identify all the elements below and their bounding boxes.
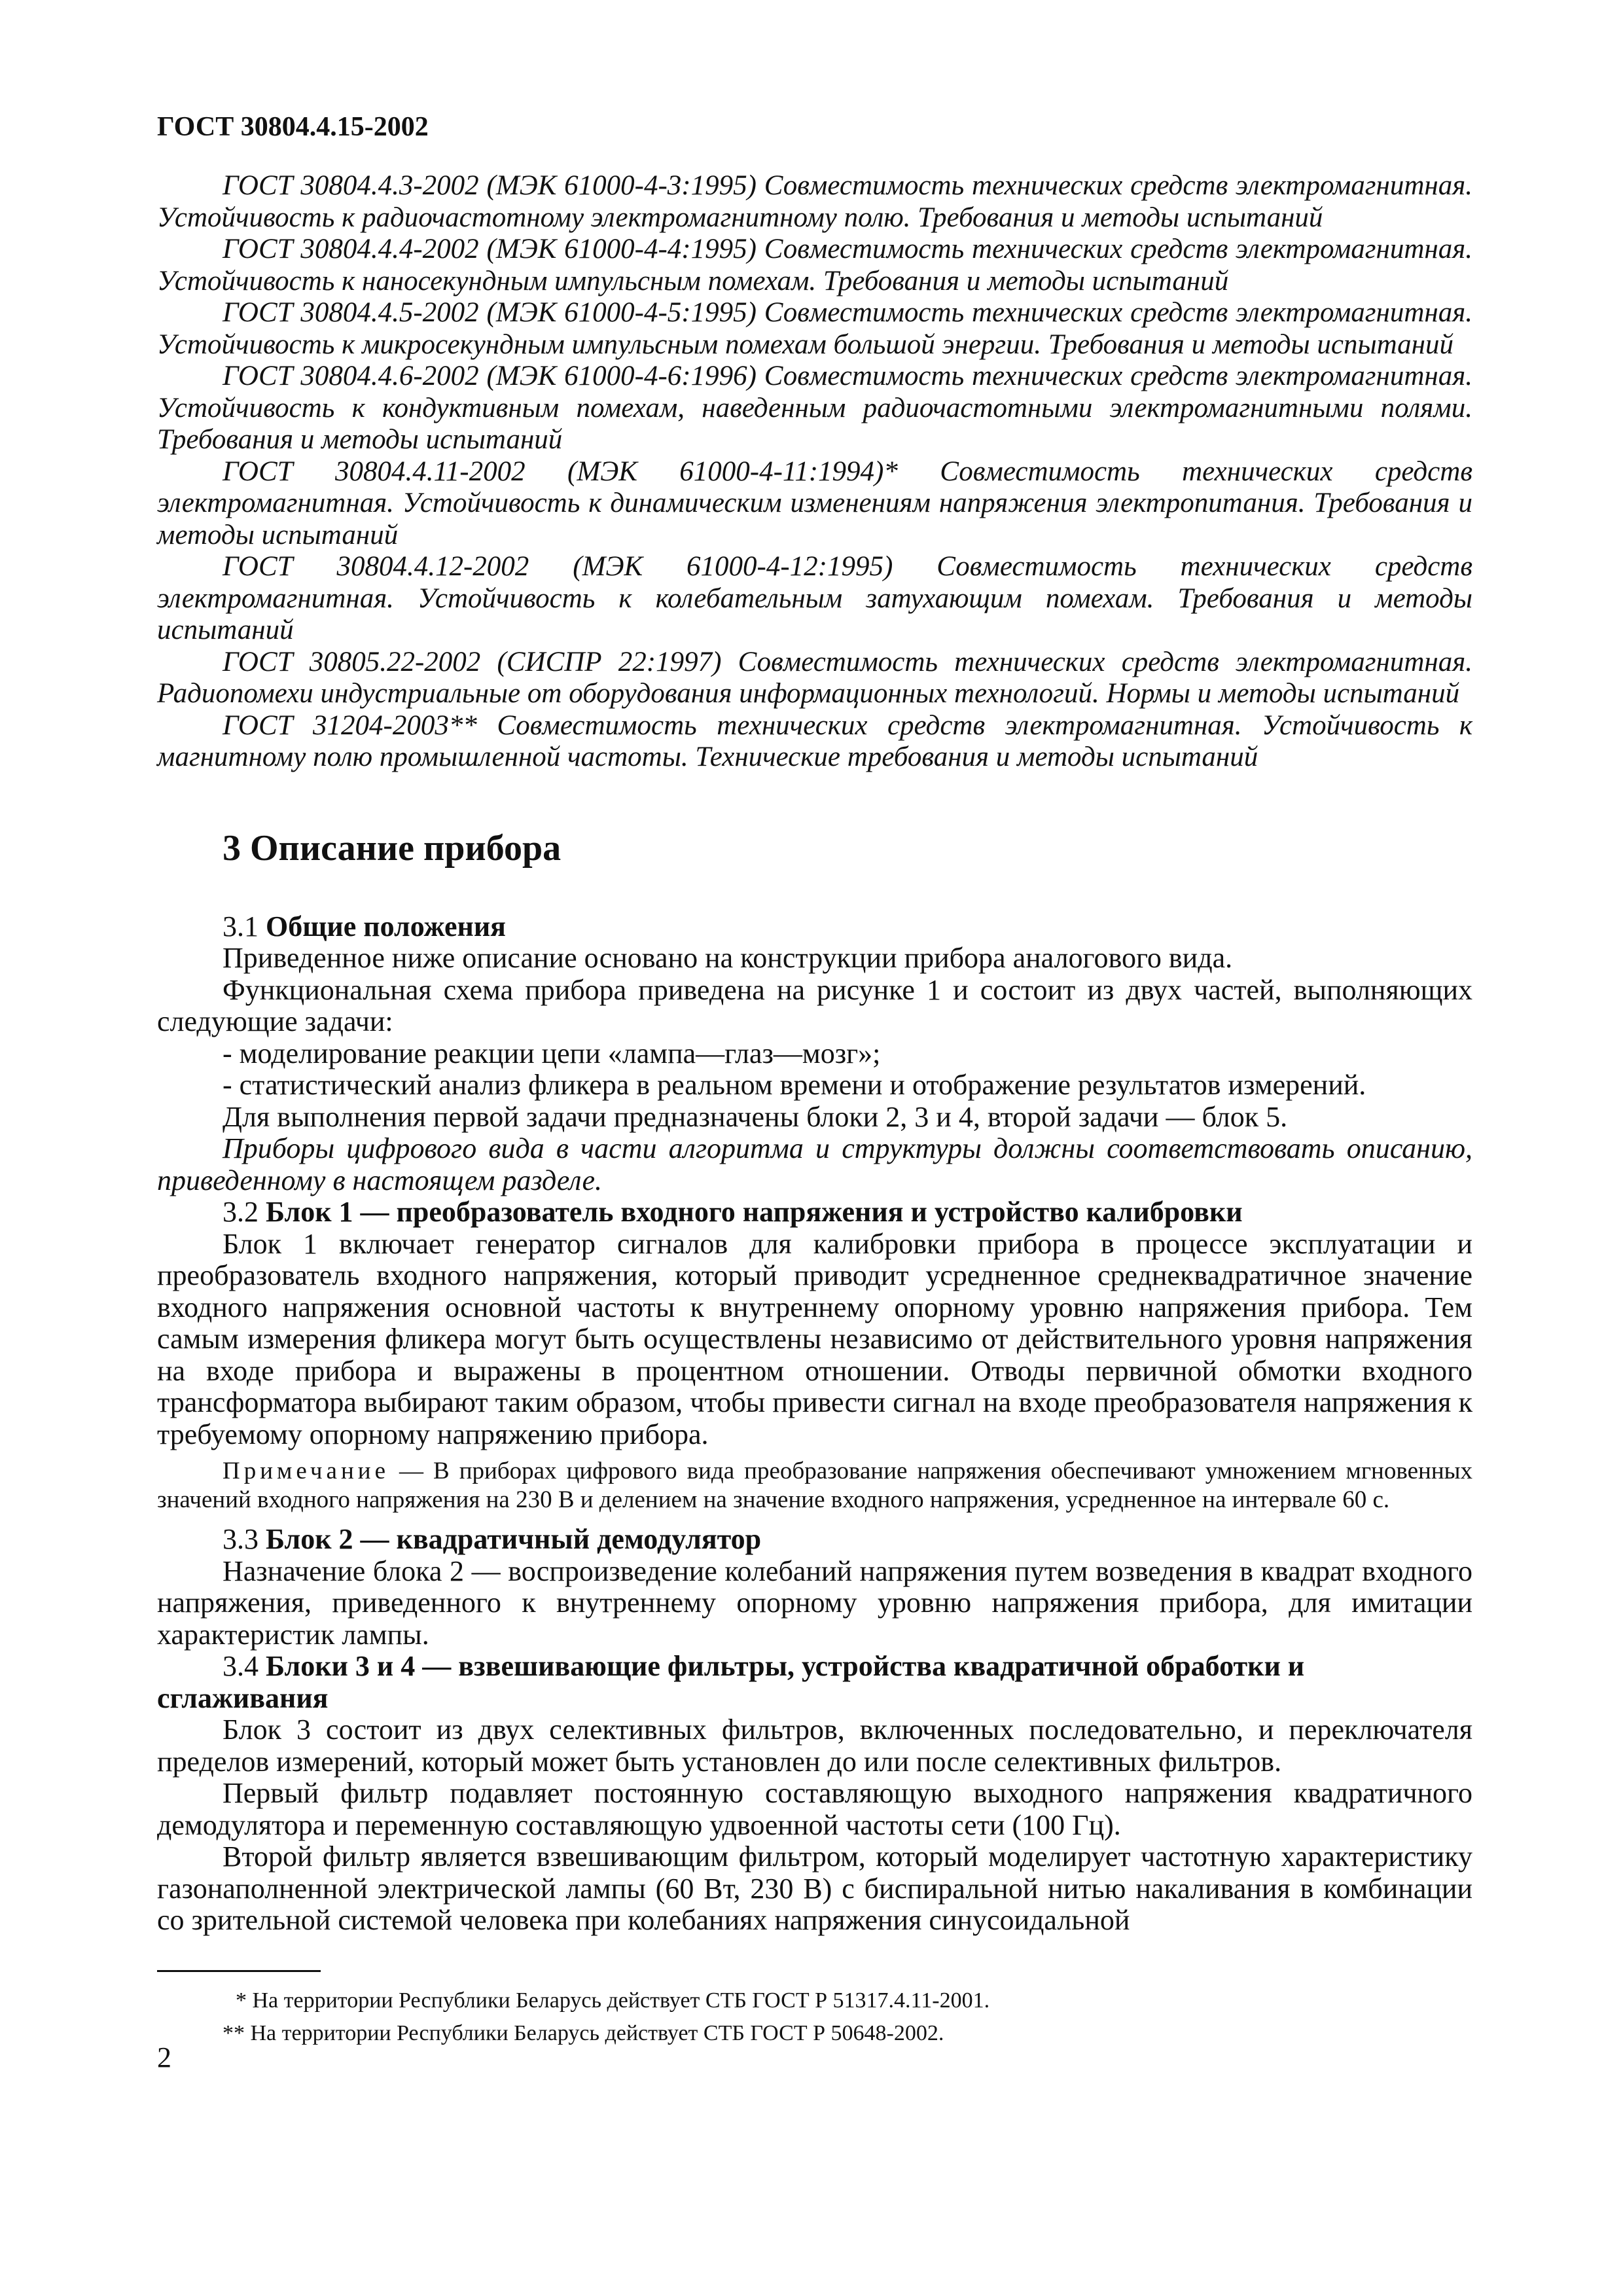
reference-item: ГОСТ 30805.22-2002 (СИСПР 22:1997) Совместимость технических средств электромагнитная. Радиопомехи индустриальные от оборудования информационных технологий. Нормы и методы испытаний <box>157 646 1472 709</box>
reference-item: ГОСТ 30804.4.6-2002 (МЭК 61000-4-6:1996) Совместимость технических средств электромагнитная. Устойчивость к кондуктивным помехам, наведенным радиочастотными электромагнитными полями. Требования и методы испытаний <box>157 361 1472 455</box>
footnote-divider <box>157 1970 321 1972</box>
paragraph: Приведенное ниже описание основано на конструкции прибора аналогового вида. <box>223 942 1233 974</box>
paragraph: Функциональная схема прибора приведена на рисунке 1 и состоит из двух частей, выполняющих следующие задачи: <box>157 973 1472 1037</box>
note-label: Примечание <box>223 1458 389 1484</box>
reference-item: ГОСТ 30804.4.3-2002 (МЭК 61000-4-3:1995) Совместимость технических средств электромагнитная. Устойчивость к радиочастотному электромагнитному полю. Требования и методы испытаний <box>157 170 1472 233</box>
paragraph-italic: Приборы цифрового вида в части алгоритма и структуры должны соответствовать описанию, приведенному в настоящем разделе. <box>157 1132 1472 1196</box>
subsection-number: 3.2 <box>223 1196 259 1228</box>
subsection-title: Блоки 3 и 4 — взвешивающие фильтры, устройства квадратичной обработки и сглаживания <box>157 1650 1305 1714</box>
subsection-number: 3.1 <box>223 910 259 942</box>
reference-item: ГОСТ 30804.4.5-2002 (МЭК 61000-4-5:1995) Совместимость технических средств электромагнитная. Устойчивость к микросекундным импульсным помехам большой энергии. Требования и методы испытаний <box>157 297 1472 360</box>
subsection-title: Блок 1 — преобразователь входного напряжения и устройство калибровки <box>266 1196 1243 1228</box>
subsection-heading-3-2 <box>157 1196 1472 1229</box>
reference-item: ГОСТ 30804.4.4-2002 (МЭК 61000-4-4:1995) Совместимость технических средств электромагнитная. Устойчивость к наносекундным импульсным помехам. Требования и методы испытаний <box>157 234 1472 296</box>
subsection-number: 3.3 <box>223 1523 259 1555</box>
document-code-header: ГОСТ 30804.4.15-2002 <box>157 112 429 142</box>
reference-item: ГОСТ 30804.4.12-2002 (МЭК 61000-4-12:1995) Совместимость технических средств электромагнитная. Устойчивость к колебательным затухающим помехам. Требования и методы испытаний <box>157 551 1472 645</box>
subsection-heading-3-4 <box>157 1651 1472 1714</box>
subsection-heading-3-1 <box>157 911 1472 943</box>
list-item: - статистический анализ фликера в реальном времени и отображение результатов измерений. <box>223 1069 1366 1101</box>
subsection-number: 3.4 <box>223 1650 259 1682</box>
subsection-title: Общие положения <box>266 910 506 942</box>
normative-references <box>157 170 1472 774</box>
page-content <box>157 170 1472 1937</box>
footnote: ** На территории Республики Беларусь действует СТБ ГОСТ Р 50648-2002. <box>223 2021 944 2045</box>
paragraph: Для выполнения первой задачи предназначены блоки 2, 3 и 4, второй задачи — блок 5. <box>223 1100 1288 1133</box>
subsection-title: Блок 2 — квадратичный демодулятор <box>266 1523 762 1555</box>
paragraph: Второй фильтр является взвешивающим фильтром, который моделирует частотную характеристику газонаполненной электрической лампы (60 Вт, 230 В) с биспиральной нитью накаливания в комбинации со зрительной системой человека при колебаниях напряжения синусоидальной <box>157 1840 1472 1936</box>
note-text: — В приборах цифрового вида преобразование напряжения обеспечивают умножением мгновенных значений входного напряжения на 230 В и делением на значение входного напряжения, усредненное на интервале 60 с. <box>157 1458 1472 1513</box>
paragraph: Назначение блока 2 — воспроизведение колебаний напряжения путем возведения в квадрат входного напряжения, приведенного к внутреннему опорному уровню напряжения прибора, для имитации характеристик лампы. <box>157 1554 1472 1651</box>
reference-item: ГОСТ 31204-2003** Совместимость технических средств электромагнитная. Устойчивость к магнитному полю промышленной частоты. Технические требования и методы испытаний <box>157 709 1472 772</box>
subsection-heading-3-3 <box>157 1524 1472 1556</box>
paragraph: Блок 3 состоит из двух селективных фильтров, включенных последовательно, и переключателя пределов измерений, который может быть установлен до или после селективных фильтров. <box>157 1713 1472 1778</box>
reference-item: ГОСТ 30804.4.11-2002 (МЭК 61000-4-11:1994)* Совместимость технических средств электромагнитная. Устойчивость к динамическим изменениям напряжения электропитания. Требования и методы испытаний <box>157 456 1472 550</box>
page-number: 2 <box>157 2041 171 2073</box>
paragraph: Блок 1 включает генератор сигналов для калибровки прибора в процессе эксплуатации и преобразователь входного напряжения, который приводит усредненное среднеквадратичное значение входного напряжения основной частоты к внутреннему опорному уровню напряжения прибора. Тем самым измерения фликера могут быть осуществлены независимо от действительного уровня напряжения на входе прибора и выражены в процентном отношении. Отводы первичной обмотки входного трансформатора выбирают таким образом, чтобы привести сигнал на входе преобразователя напряжения к требуемому опорному напряжению прибора. <box>157 1227 1472 1450</box>
section-title: 3 Описание прибора <box>223 827 562 869</box>
note <box>157 1457 1472 1515</box>
list-item: - моделирование реакции цепи «лампа—глаз—мозг»; <box>223 1037 881 1069</box>
paragraph: Первый фильтр подавляет постоянную составляющую выходного напряжения квадратичного демодулятора и переменную составляющую удвоенной частоты сети (100 Гц). <box>157 1777 1472 1841</box>
footnote: * На территории Республики Беларусь действует СТБ ГОСТ Р 51317.4.11-2001. <box>236 1988 990 2013</box>
